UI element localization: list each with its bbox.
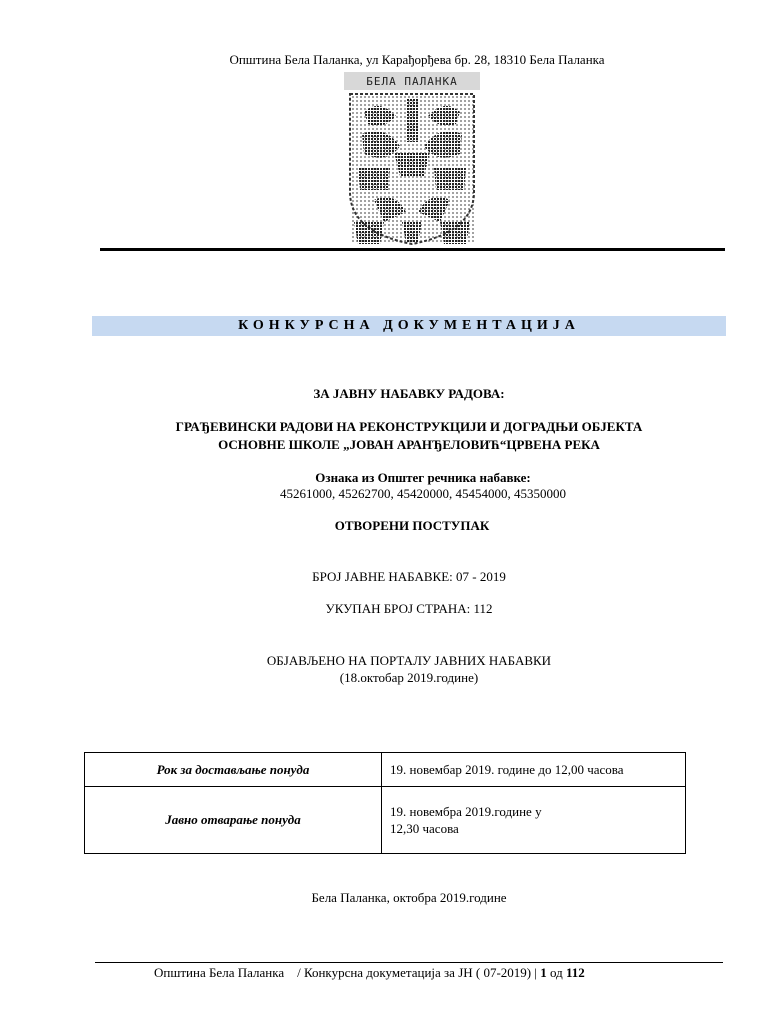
- publication-portal: ОБЈАВЉЕНО НА ПОРТАЛУ ЈАВНИХ НАБАВКИ: [266, 653, 552, 668]
- procedure-type: ОТВОРЕНИ ПОСТУПАК: [334, 518, 490, 533]
- deadlines-table: [84, 752, 686, 854]
- table-row: [85, 787, 686, 854]
- header-divider: [100, 248, 725, 251]
- subject-heading: ЗА ЈАВНУ НАБАВКУ РАДОВА:: [313, 386, 505, 401]
- footer-divider: [95, 962, 723, 963]
- page-footer: [154, 965, 585, 981]
- works-title-line-2: ОСНОВНЕ ШКОЛЕ „ЈОВАН АРАНЂЕЛОВИЋ“ЦРВЕНА РЕКА: [218, 437, 600, 452]
- vocabulary-label: Ознака из Општег речника набавке:: [315, 470, 531, 485]
- works-title: [0, 418, 770, 454]
- deadline-value: [382, 753, 686, 787]
- total-pages: УКУПАН БРОЈ СТРАНА: 112: [325, 601, 493, 616]
- municipality-crest-logo: [344, 72, 480, 248]
- publication-date: (18.октобар 2019.године): [339, 670, 479, 685]
- deadline-value-line-1: 19. новембра 2019.године у: [390, 804, 542, 820]
- place-date: Бела Паланка, октобра 2019.године: [311, 890, 507, 905]
- crest-caption: БЕЛА ПАЛАНКА: [366, 75, 458, 88]
- header-address: Општина Бела Паланка, ул Карађорђева бр. 28, 18310 Бела Паланка: [229, 52, 605, 67]
- deadline-value-line-2: 12,30 часова: [390, 821, 459, 837]
- table-row: [85, 753, 686, 787]
- procurement-number: БРОЈ ЈАВНЕ НАБАВКЕ: 07 - 2019: [312, 569, 506, 584]
- document-title: КОНКУРСНА ДОКУМЕНТАЦИЈА: [92, 316, 726, 336]
- works-title-line-1: ГРАЂЕВИНСКИ РАДОВИ НА РЕКОНСТРУКЦИЈИ И ДОГРАДЊИ ОБЈЕКТА: [175, 419, 643, 434]
- footer-text: Општина Бела Паланка / Конкурсна докуметација за ЈН ( 07-2019) |: [154, 965, 541, 980]
- publication-notice: [0, 652, 770, 686]
- deadline-label: Рок за достављање понуда: [85, 753, 382, 787]
- deadline-value-line-1: 19. новембар 2019. године до 12,00 часова: [390, 762, 624, 778]
- deadline-label: Јавно отварање понуда: [85, 787, 382, 854]
- page-total: 112: [565, 965, 585, 980]
- page-of-label: од: [549, 965, 563, 980]
- page-number: 1: [540, 965, 547, 980]
- cpv-codes: 45261000, 45262700, 45420000, 45454000, 45350000: [280, 486, 566, 501]
- deadline-value: [382, 787, 686, 854]
